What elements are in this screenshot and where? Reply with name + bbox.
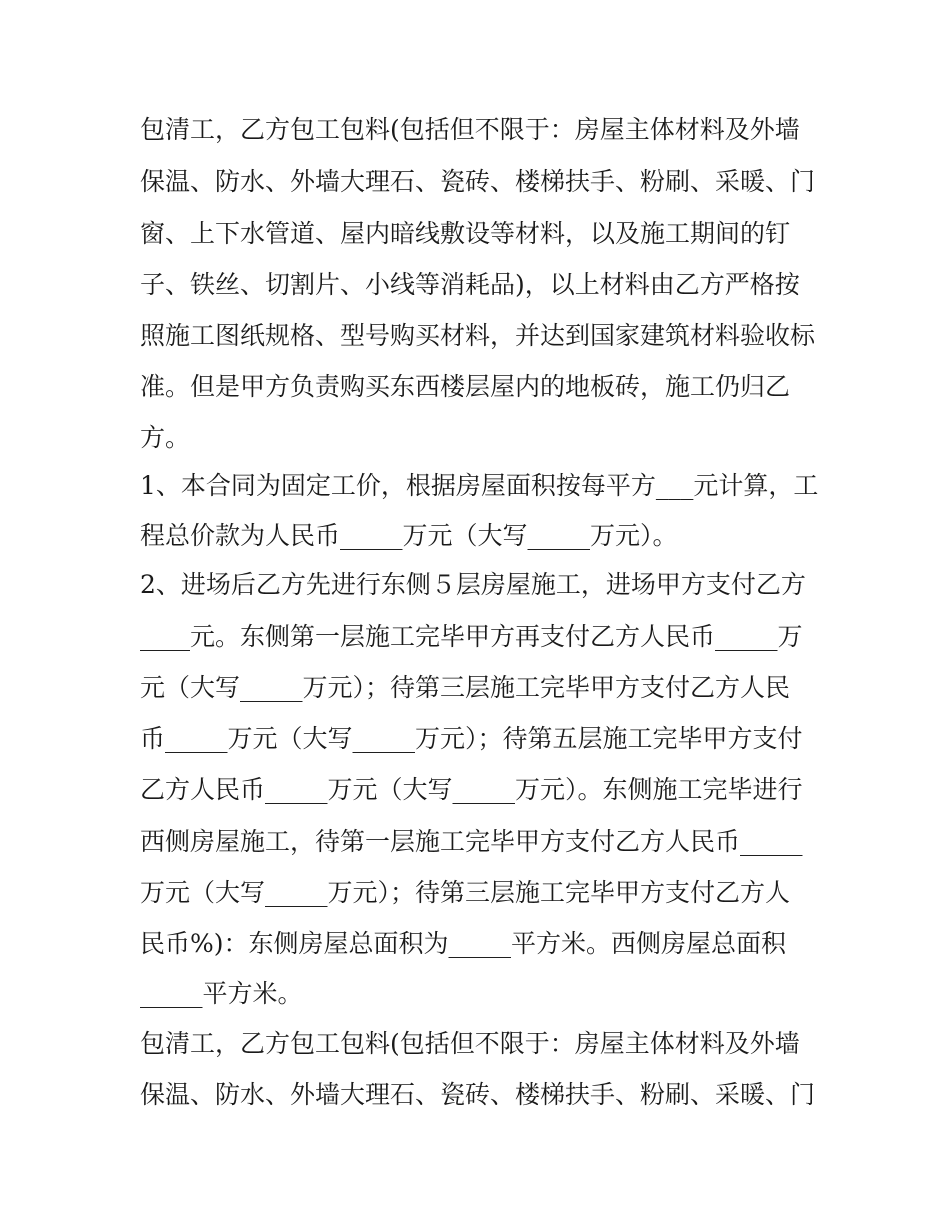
- text-line: 包清工，乙方包工包料(包括但不限于：房屋主体材料及外墙: [140, 115, 800, 144]
- text-line: _____平方米。: [140, 979, 303, 1008]
- text-line: 元（大写_____万元）；待第三层施工完毕甲方支付乙方人民: [140, 673, 791, 702]
- text-line: 民币%)：东侧房屋总面积为_____平方米。西侧房屋总面积: [140, 929, 787, 958]
- text-line: 西侧房屋施工，待第一层施工完毕甲方支付乙方人民币_____: [140, 827, 803, 856]
- text-line: 准。但是甲方负责购买东西楼层屋内的地板砖，施工仍归乙: [140, 372, 791, 401]
- text-line: 包清工，乙方包工包料(包括但不限于：房屋主体材料及外墙: [140, 1029, 800, 1058]
- text-line: 币_____万元（大写_____万元）；待第五层施工完毕甲方支付: [140, 724, 803, 753]
- text-line: 方。: [140, 423, 191, 452]
- text-line: 窗、上下水管道、屋内暗线敷设等材料，以及施工期间的钉: [140, 219, 791, 248]
- text-line: 2、进场后乙方先进行东侧５层房屋施工，进场甲方支付乙方: [140, 570, 806, 599]
- text-line: 1、本合同为固定工价，根据房屋面积按每平方___元计算，工: [140, 471, 819, 500]
- text-line: 照施工图纸规格、型号购买材料，并达到国家建筑材料验收标: [140, 321, 816, 350]
- text-line: 保温、防水、外墙大理石、瓷砖、楼梯扶手、粉刷、采暖、门: [140, 1080, 816, 1109]
- text-line: 乙方人民币_____万元（大写_____万元）。东侧施工完毕进行: [140, 775, 803, 804]
- text-line: 程总价款为人民币_____万元（大写_____万元）。: [140, 521, 678, 550]
- text-line: ____元。东侧第一层施工完毕甲方再支付乙方人民币_____万: [140, 622, 803, 651]
- text-line: 万元（大写_____万元）；待第三层施工完毕甲方支付乙方人: [140, 878, 791, 907]
- text-line: 子、铁丝、切割片、小线等消耗品)，以上材料由乙方严格按: [140, 270, 800, 299]
- text-line: 保温、防水、外墙大理石、瓷砖、楼梯扶手、粉刷、采暖、门: [140, 167, 816, 196]
